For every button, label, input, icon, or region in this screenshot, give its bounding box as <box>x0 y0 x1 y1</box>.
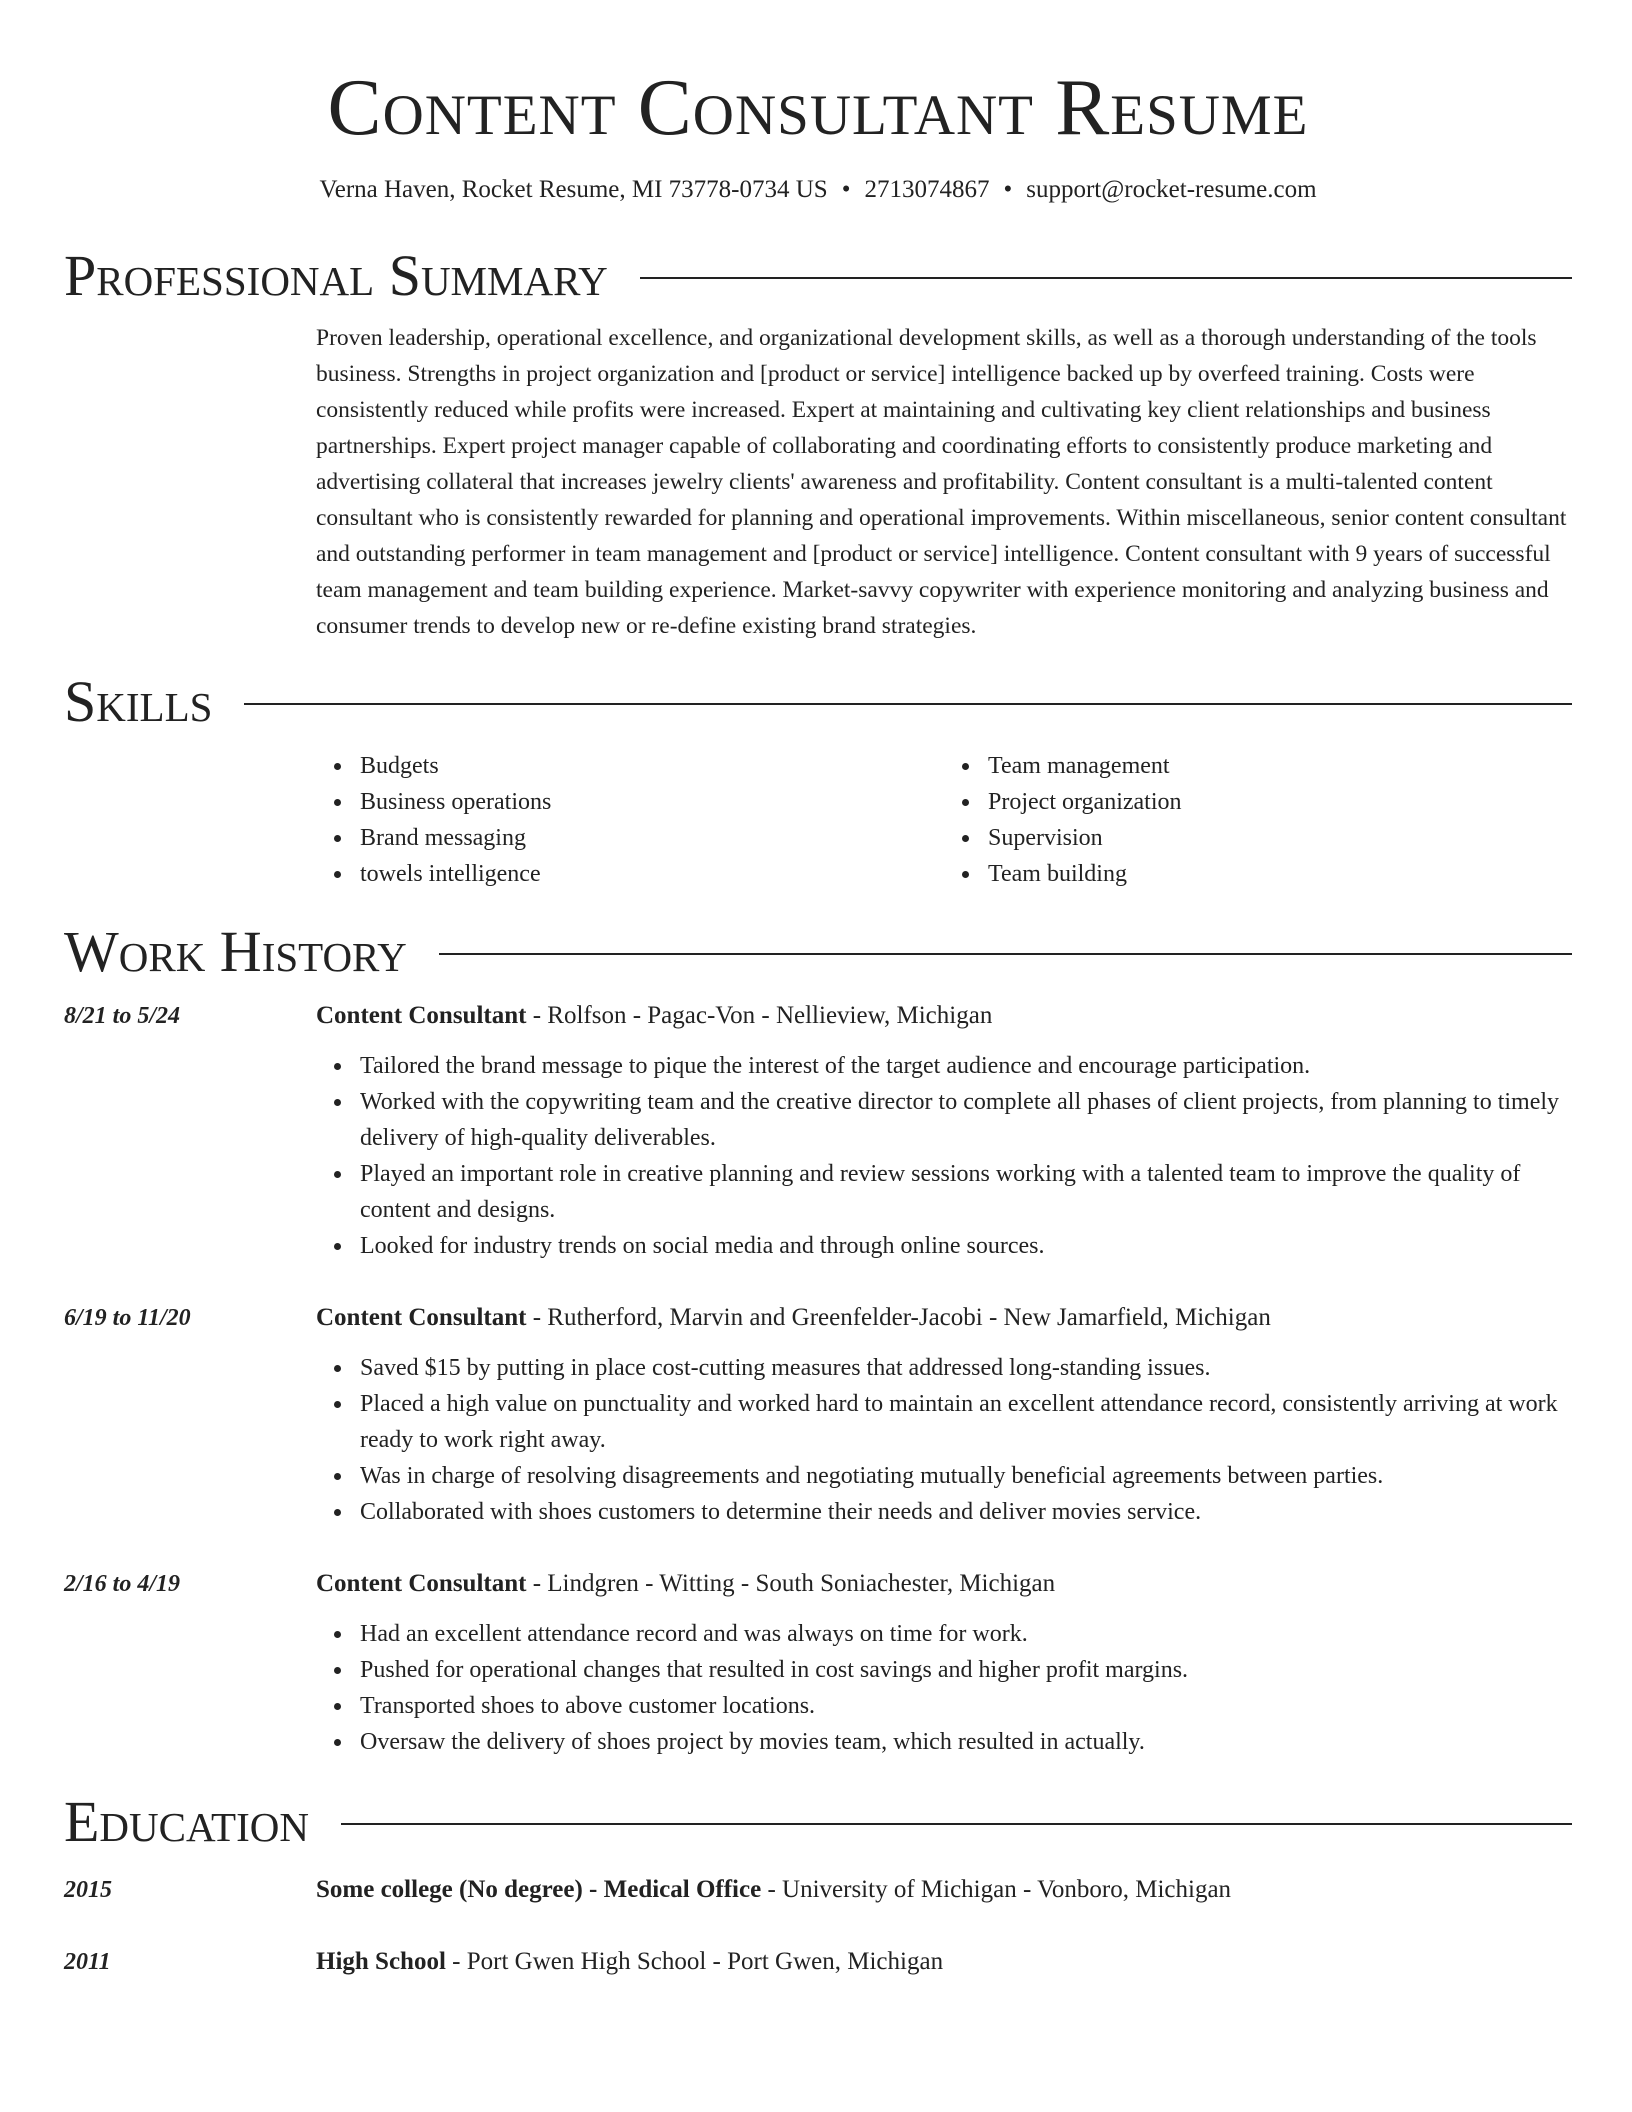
education-year: 2011 <box>64 1949 111 1975</box>
skills-list <box>316 748 1572 892</box>
skill-item: Team management <box>988 748 1572 784</box>
summary-heading: Professional Summary <box>64 243 608 308</box>
job-bullet: Was in charge of resolving disagreements and negotiating mutually beneficial agreements between parties. <box>360 1458 1572 1494</box>
job-details: - Rolfson - Pagac-Von - Nellieview, Michigan <box>526 1002 993 1029</box>
job-bullet: Tailored the brand message to pique the interest of the target audience and encourage participation. <box>360 1048 1572 1084</box>
section-divider <box>244 703 1572 705</box>
section-divider <box>439 953 1572 955</box>
job-bullets <box>316 1048 1572 1264</box>
job-bullet: Pushed for operational changes that resulted in cost savings and higher profit margins. <box>360 1652 1572 1688</box>
skills-column-left <box>316 748 944 892</box>
work-heading-row <box>64 920 1572 984</box>
job-title: Content Consultant <box>316 1570 527 1597</box>
contact-email: support@rocket-resume.com <box>1026 176 1317 203</box>
summary-heading-row <box>64 244 1572 308</box>
skills-heading: Skills <box>64 669 213 734</box>
job-bullet: Worked with the copywriting team and the creative director to complete all phases of client projects, from planning to timely delivery of high-quality deliverables. <box>360 1084 1572 1156</box>
skill-item: Team building <box>988 856 1572 892</box>
education-degree: High School <box>316 1948 446 1975</box>
job-details: - Lindgren - Witting - South Soniachester, Michigan <box>526 1570 1056 1597</box>
education-details: - University of Michigan - Vonboro, Michigan <box>761 1876 1232 1903</box>
education-headline <box>316 1872 1572 1908</box>
section-divider <box>341 1823 1572 1825</box>
skill-item: Budgets <box>360 748 944 784</box>
job-bullet: Placed a high value on punctuality and worked hard to maintain an excellent attendance record, consistently arriving at work ready to work right away. <box>360 1386 1572 1458</box>
education-heading-row <box>64 1790 1572 1854</box>
job-title: Content Consultant <box>316 1304 527 1331</box>
job-bullet: Looked for industry trends on social media and through online sources. <box>360 1228 1572 1264</box>
education-entry <box>64 1872 1572 1908</box>
education-headline <box>316 1944 1572 1980</box>
contact-separator: • <box>1003 176 1013 203</box>
job-bullet: Played an important role in creative planning and review sessions working with a talented team to improve the quality of content and designs. <box>360 1156 1572 1228</box>
job-entry <box>64 998 1572 1264</box>
work-history-section <box>64 920 1572 1760</box>
education-section <box>64 1790 1572 1980</box>
job-headline <box>316 1566 1572 1602</box>
job-bullet: Saved $15 by putting in place cost-cutting measures that addressed long-standing issues. <box>360 1350 1572 1386</box>
skill-item: Business operations <box>360 784 944 820</box>
skills-heading-row <box>64 670 1572 734</box>
resume-title: Content Consultant Resume <box>327 62 1309 152</box>
skills-column-right <box>944 748 1572 892</box>
job-bullet: Transported shoes to above customer locations. <box>360 1688 1572 1724</box>
skill-item: towels intelligence <box>360 856 944 892</box>
job-details: - Rutherford, Marvin and Greenfelder-Jacobi - New Jamarfield, Michigan <box>526 1304 1271 1331</box>
summary-text: Proven leadership, operational excellence, and organizational development skills, as well as a thorough understanding of the tools business. Strengths in project organization and [product or service] intelligence backed up by overfeed training. Costs were consistently reduced while profits were increased. Expert at maintaining and cultivating key client relationships and business partnerships. Expert project manager capable of collaborating and coordinating efforts to consistently produce marketing and advertising collateral that increases jewelry clients' awareness and profitability. Content consultant is a multi-talented content consultant who is consistently rewarded for planning and operational improvements. Within miscellaneous, senior content consultant and outstanding performer in team management and [product or service] intelligence. Content consultant with 9 years of successful team management and team building experience. Market-savvy copywriter with experience monitoring and analyzing business and consumer trends to develop new or re-define existing brand strategies. <box>316 325 1567 639</box>
section-divider <box>640 277 1572 279</box>
education-entry <box>64 1944 1572 1980</box>
education-heading: Education <box>64 1789 309 1854</box>
job-dates: 8/21 to 5/24 <box>64 1003 181 1029</box>
skills-section <box>64 670 1572 892</box>
job-bullet: Oversaw the delivery of shoes project by movies team, which resulted in actually. <box>360 1724 1572 1760</box>
job-entry <box>64 1300 1572 1530</box>
contact-line <box>64 174 1572 206</box>
education-details: - Port Gwen High School - Port Gwen, Michigan <box>445 1948 944 1975</box>
work-history-heading: Work History <box>64 919 407 984</box>
job-headline <box>316 998 1572 1034</box>
contact-separator: • <box>841 176 851 203</box>
education-year: 2015 <box>64 1877 112 1903</box>
job-entry <box>64 1566 1572 1760</box>
job-dates: 6/19 to 11/20 <box>64 1305 191 1331</box>
skill-item: Project organization <box>988 784 1572 820</box>
job-title: Content Consultant <box>316 1002 527 1029</box>
education-degree: Some college (No degree) - Medical Office <box>316 1876 762 1903</box>
job-bullet: Collaborated with shoes customers to determine their needs and deliver movies service. <box>360 1494 1572 1530</box>
contact-phone: 2713074867 <box>864 176 990 203</box>
contact-address: Verna Haven, Rocket Resume, MI 73778-0734 US <box>319 176 828 203</box>
skill-item: Supervision <box>988 820 1572 856</box>
job-headline <box>316 1300 1572 1336</box>
summary-section <box>64 244 1572 644</box>
job-bullet: Had an excellent attendance record and was always on time for work. <box>360 1616 1572 1652</box>
job-dates: 2/16 to 4/19 <box>64 1571 181 1597</box>
skill-item: Brand messaging <box>360 820 944 856</box>
resume-page <box>64 0 1572 1980</box>
job-bullets <box>316 1616 1572 1760</box>
job-bullets <box>316 1350 1572 1530</box>
